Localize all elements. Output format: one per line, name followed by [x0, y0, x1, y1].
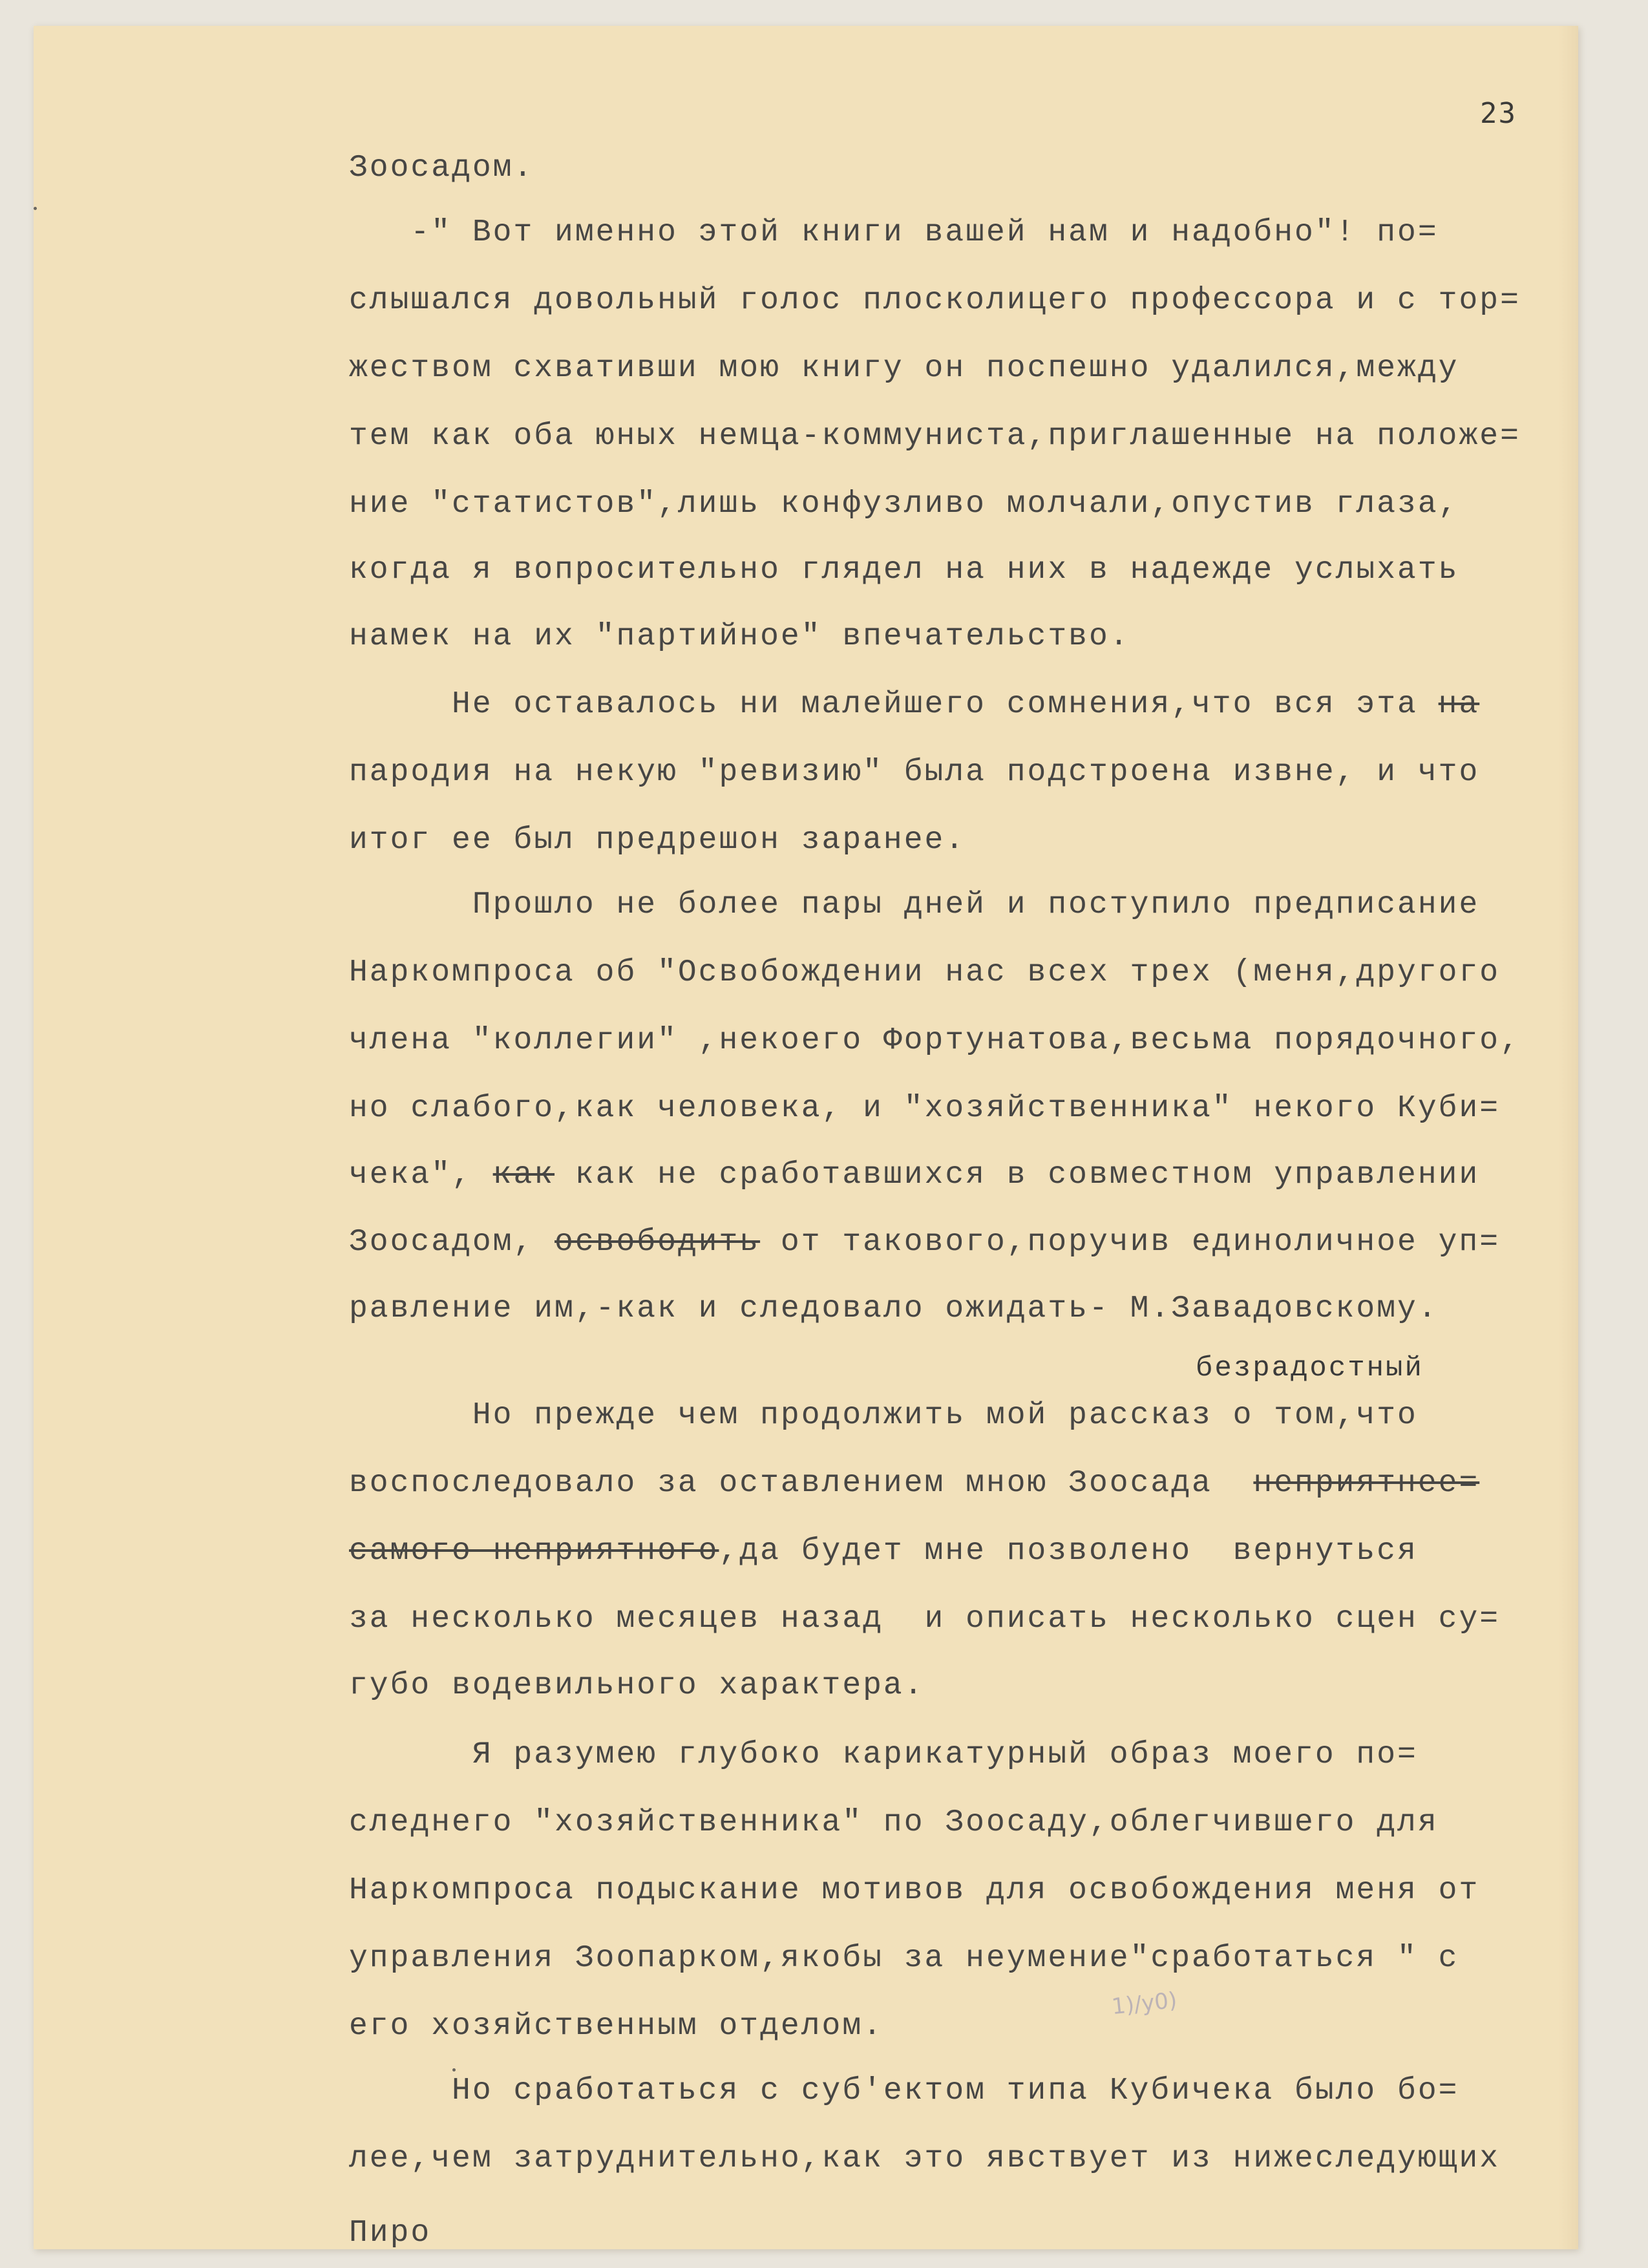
line-segment: -" Вот именно этой книги вашей нам и надобно"! по=: [349, 215, 1439, 250]
faint-stamp-mark: 1)/у0): [1110, 1987, 1179, 2020]
line-segment: Наркомпроса об "Освобождении нас всех трех (меня,другого: [349, 955, 1501, 990]
line-segment: Не оставалось ни малейшего сомнения,что вся эта: [349, 687, 1439, 722]
line-segment: итог ее был предрешон заранее.: [349, 823, 966, 858]
line-segment: воспоследовало за оставлением мною Зоосада: [349, 1466, 1254, 1501]
text-line: [349, 551, 1459, 589]
line-segment: равление им,-как и следовало ожидать- М.Завадовскому.: [349, 1291, 1439, 1326]
line-segment: члена "коллегии" ,некоего Фортунатова,весьма порядочного,: [349, 1023, 1521, 1058]
text-line: [349, 1089, 1500, 1128]
line-segment: намек на их "партийное" впечательство.: [349, 619, 1130, 654]
text-line: [349, 685, 1479, 724]
page-edge-shadow: [1559, 26, 1578, 2249]
text-line: [349, 149, 534, 187]
page-number: 23: [1480, 97, 1517, 130]
line-segment: Прошло не более пары дней и поступило предписание: [349, 887, 1480, 922]
text-line: [349, 1939, 1459, 1978]
text-line: [349, 349, 1459, 388]
text-line: [349, 2007, 883, 2046]
line-segment: чека",: [349, 1158, 493, 1192]
line-segment: его хозяйственным отделом.: [349, 2009, 883, 2044]
line-segment: ние "статистов",лишь конфузливо молчали,опустив глаза,: [349, 487, 1459, 522]
line-segment: тем как оба юных немца-коммуниста,приглашенные на положе=: [349, 419, 1521, 454]
text-line: [349, 281, 1521, 320]
line-segment: следнего "хозяйственника" по Зоосаду,облегчившего для: [349, 1805, 1439, 1840]
line-segment: лее,чем затруднительно,как это явствует из нижеследующих: [349, 2141, 1501, 2176]
text-line: [349, 885, 1479, 924]
struck-text: на: [1438, 687, 1480, 722]
line-segment: губо водевильного характера.: [349, 1668, 925, 1703]
text-line: [349, 485, 1459, 524]
line-segment: от такового,поручив единоличное уп=: [760, 1225, 1501, 1260]
ink-dot: [452, 2068, 456, 2072]
text-line: [349, 1156, 1479, 1194]
struck-text: освободить: [555, 1225, 761, 1260]
text-line: [349, 1803, 1439, 1842]
line-segment: когда я вопросительно глядел на них в надежде услыхать: [349, 553, 1459, 588]
line-segment: Зоосадом,: [349, 1225, 555, 1260]
handwritten-insert: безрадостный: [1196, 1352, 1424, 1384]
struck-text: неприятнее=: [1253, 1466, 1480, 1501]
line-segment: за несколько месяцев назад и описать несколько сцен су=: [349, 1602, 1501, 1637]
line-segment: пародия на некую "ревизию" была подстроена извне, и что: [349, 755, 1480, 790]
text-line: [349, 953, 1500, 992]
line-segment: Наркомпроса подыскание мотивов для освобождения меня от: [349, 1873, 1480, 1908]
text-line: [349, 617, 1130, 656]
line-segment: Зоосадом.: [349, 151, 534, 185]
text-line: [349, 417, 1521, 456]
text-line: [349, 213, 1439, 252]
text-line: [349, 1735, 1418, 1774]
line-segment: Я разумею глубоко карикатурный образ моего по=: [349, 1737, 1418, 1772]
text-line: [349, 1871, 1479, 1910]
text-line: [349, 1666, 925, 1705]
text-line: [349, 1600, 1500, 1638]
text-line: [349, 2139, 1500, 2178]
line-segment: Но сработаться с суб'ектом типа Кубичека было бо=: [349, 2073, 1459, 2108]
text-line: [349, 1223, 1500, 1262]
struck-text: самого неприятного: [349, 1534, 719, 1569]
line-segment: Пиро: [349, 2216, 432, 2251]
text-line: [349, 1532, 1418, 1571]
margin-dot: [34, 207, 37, 210]
text-line: [349, 2072, 1459, 2110]
text-line: [349, 1289, 1439, 1328]
text-line: [349, 1464, 1479, 1503]
text-line: [349, 2214, 431, 2252]
line-segment: Но прежде чем продолжить мой рассказ о том,что: [349, 1398, 1418, 1433]
line-segment: жеством схвативши мою книгу он поспешно удалился,между: [349, 351, 1459, 386]
text-line: [349, 821, 966, 860]
line-segment: но слабого,как человека, и "хозяйственника" некого Куби=: [349, 1091, 1501, 1126]
text-line: [349, 1021, 1521, 1060]
line-segment: как не сработавшихся в совместном управлении: [555, 1158, 1480, 1192]
line-segment: слышался довольный голос плосколицего профессора и с тор=: [349, 283, 1521, 318]
line-segment: управления Зоопарком,якобы за неумение"сработаться " с: [349, 1941, 1459, 1976]
line-segment: ,да будет мне позволено вернуться: [719, 1534, 1418, 1569]
text-line: [349, 1396, 1418, 1435]
struck-text: как: [492, 1158, 555, 1192]
text-line: [349, 753, 1479, 792]
